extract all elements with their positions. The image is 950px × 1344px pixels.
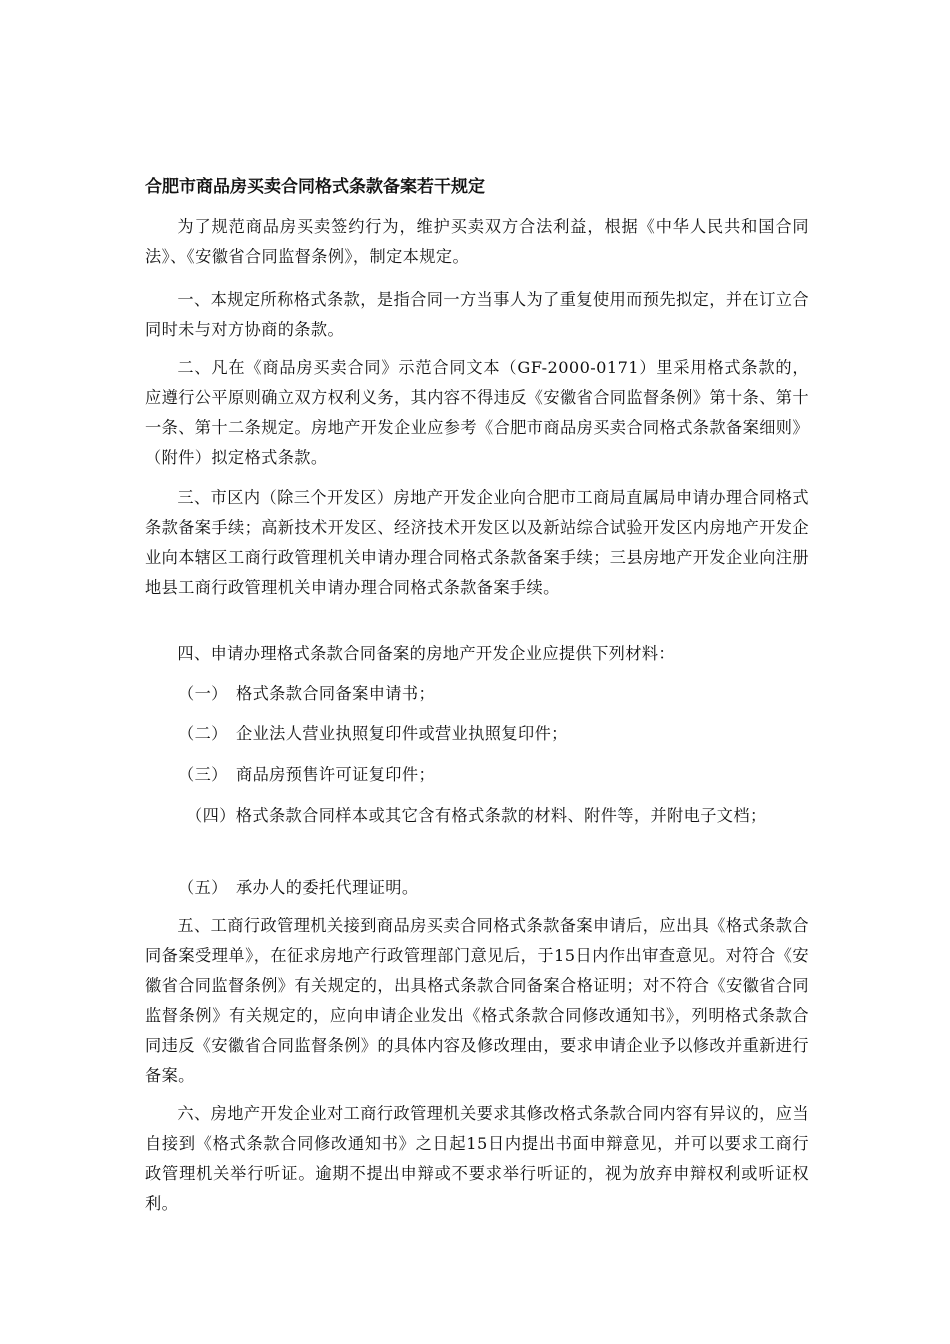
- list-item-text: 承办人的委托代理证明。: [236, 878, 419, 897]
- list-item-2: [178, 719, 808, 749]
- document-title: 合肥市商品房买卖合同格式条款备案若干规定: [145, 177, 485, 197]
- paragraph-article-2: 二、凡在《商品房买卖合同》示范合同文本（GF-2000-0171）里采用格式条款的，应遵行公平原则确立双方权利义务，其内容不得违反《安徽省合同监督条例》第十条、第十一条、第十二条规定。房地产开发企业应参考《合肥市商品房买卖合同格式条款备案细则》（附件）拟定格式条款。: [145, 358, 809, 467]
- list-item-number: （三）: [178, 765, 228, 784]
- list-item-number: （一）: [178, 684, 228, 703]
- paragraph-intro: 为了规范商品房买卖签约行为，维护买卖双方合法利益，根据《中华人民共和国合同法》、《安徽省合同监督条例》，制定本规定。: [145, 217, 809, 266]
- list-item-text: 格式条款合同备案申请书；: [236, 684, 436, 703]
- list-item-4: [145, 801, 809, 831]
- paragraph-article-3: 三、市区内（除三个开发区）房地产开发企业向合肥市工商局直属局申请办理合同格式条款备案手续；高新技术开发区、经济技术开发区以及新站综合试验开发区内房地产开发企业向本辖区工商行政管理机关申请办理合同格式条款备案手续；三县房地产开发企业向注册地县工商行政管理机关申请办理合同格式条款备案手续。: [145, 488, 809, 597]
- list-item-number: （二）: [178, 724, 228, 743]
- list-item-number: （四）: [186, 806, 236, 825]
- paragraph-article-6: 六、房地产开发企业对工商行政管理机关要求其修改格式条款合同内容有异议的，应当自接到《格式条款合同修改通知书》之日起15日内提出书面申辩意见，并可以要求工商行政管理机关举行听证。逾期不提出申辩或不要求举行听证的，视为放弃申辩权利或听证权利。: [145, 1104, 809, 1213]
- list-item-1: [178, 679, 808, 709]
- paragraph-article-1: 一、本规定所称格式条款，是指合同一方当事人为了重复使用而预先拟定，并在订立合同时未与对方协商的条款。: [145, 290, 809, 339]
- list-item-text: 格式条款合同样本或其它含有格式条款的材料、附件等，并附电子文档；: [235, 806, 767, 825]
- list-item-text: 商品房预售许可证复印件；: [236, 765, 436, 784]
- list-item-3: [178, 760, 808, 790]
- list-item-number: （五）: [178, 878, 228, 897]
- paragraph-article-5: 五、工商行政管理机关接到商品房买卖合同格式条款备案申请后，应出具《格式条款合同备案受理单》，在征求房地产行政管理部门意见后，于15日内作出审查意见。对符合《安徽省合同监督条例》有关规定的，出具格式条款合同备案合格证明；对不符合《安徽省合同监督条例》有关规定的，应向申请企业发出《格式条款合同修改通知书》，列明格式条款合同违反《安徽省合同监督条例》的具体内容及修改理由，要求申请企业予以修改并重新进行备案。: [145, 916, 809, 1085]
- list-item-text: 企业法人营业执照复印件或营业执照复印件；: [236, 724, 568, 743]
- paragraph-article-4: 四、申请办理格式条款合同备案的房地产开发企业应提供下列材料：: [177, 644, 676, 663]
- list-item-5: [178, 873, 808, 903]
